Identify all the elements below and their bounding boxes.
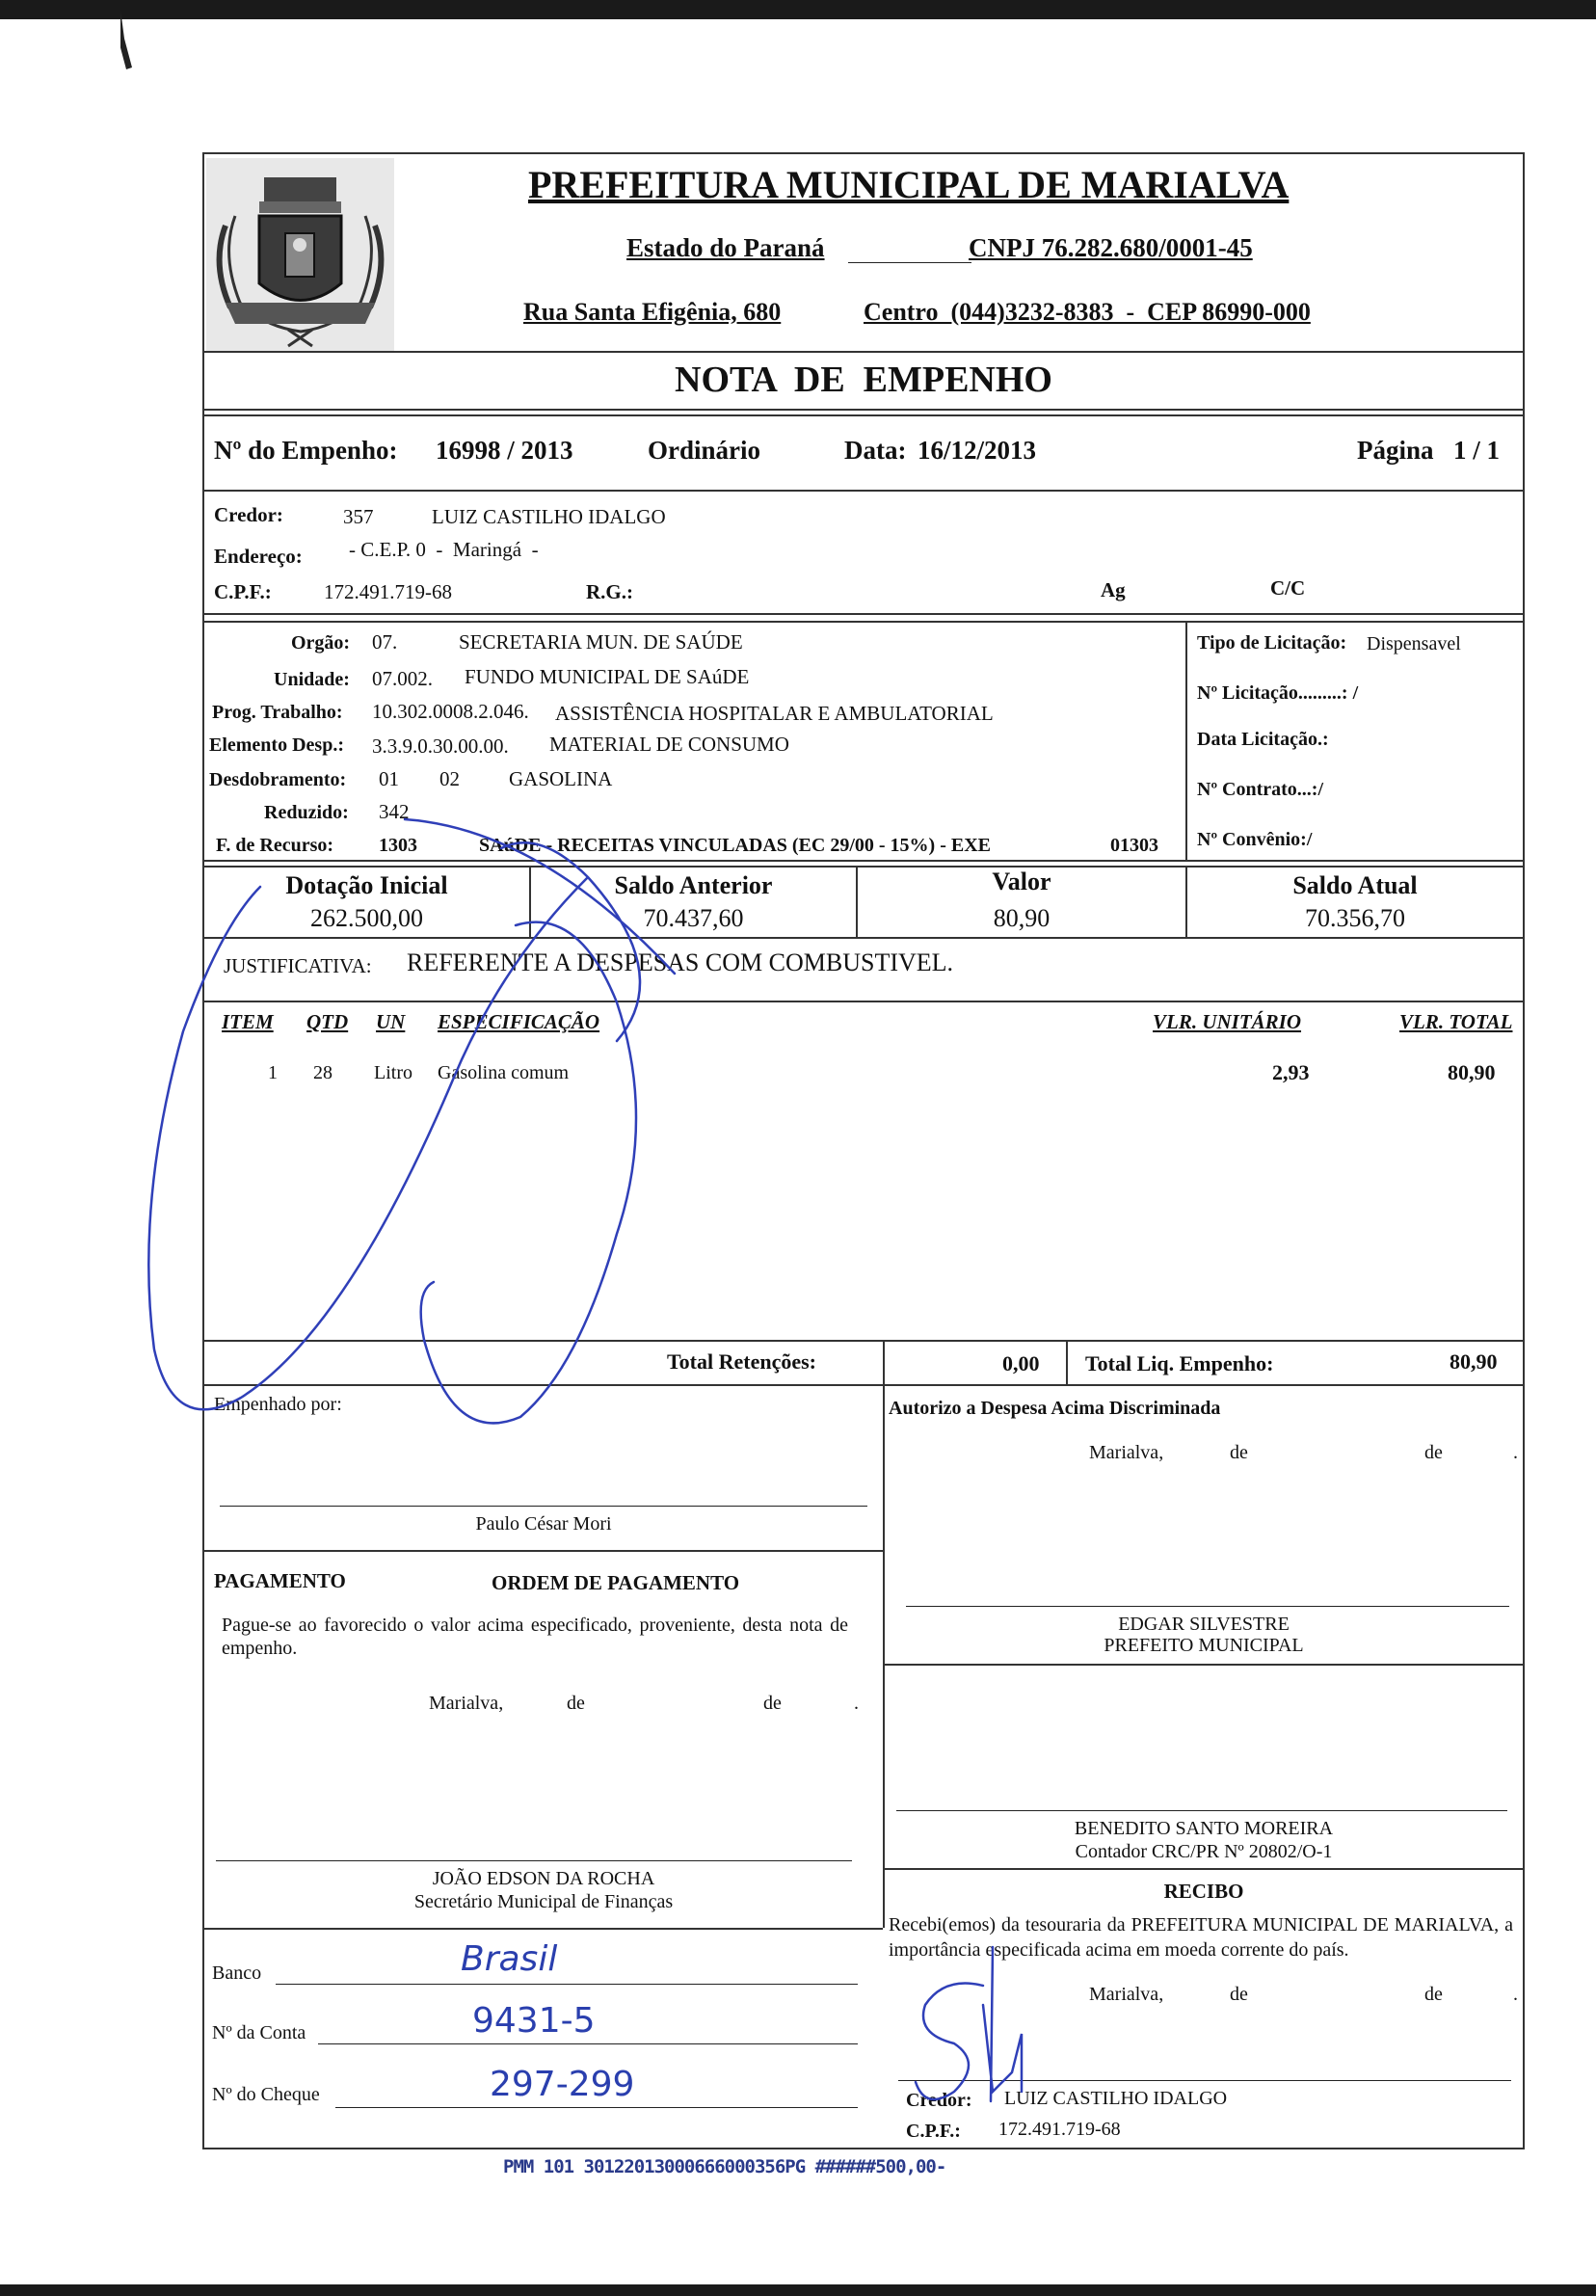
recibo-text: Recebi(emos) da tesouraria da PREFEITURA MUNICIPAL DE MARIALVA, a importância especificada acima em moeda corrente do país. bbox=[889, 1914, 1513, 1961]
banco-line bbox=[276, 1984, 858, 1985]
autorizo-de1: de bbox=[1230, 1442, 1248, 1463]
divider bbox=[202, 1928, 883, 1930]
unidade-code: 07.002. bbox=[372, 667, 433, 690]
saldo-anterior-value: 70.437,60 bbox=[643, 904, 744, 932]
date-value: 16/12/2013 bbox=[918, 436, 1037, 465]
ordem-pagamento-label: ORDEM DE PAGAMENTO bbox=[492, 1571, 740, 1594]
desdobramento-code1: 01 bbox=[379, 767, 399, 790]
col-spec-header: ESPECIFICAÇÃO bbox=[438, 1010, 600, 1033]
empenhado-label: Empenhado por: bbox=[214, 1394, 342, 1415]
cnpj-label: CNPJ 76.282.680/0001-45 bbox=[969, 233, 1253, 262]
unidade-value: FUNDO MUNICIPAL DE SAúDE bbox=[465, 665, 750, 688]
saldo-atual-label: Saldo Atual bbox=[1292, 871, 1418, 899]
recibo-cpf-label: C.P.F.: bbox=[906, 2121, 961, 2142]
cheque-line bbox=[335, 2107, 858, 2108]
conta-label: Nº da Conta bbox=[212, 2022, 306, 2043]
numero-convenio: Nº Convênio:/ bbox=[1197, 829, 1313, 850]
row-spec: Gasolina comum bbox=[438, 1062, 570, 1083]
prefeito-name: EDGAR SILVESTRE bbox=[1118, 1614, 1290, 1635]
divider bbox=[202, 613, 1525, 615]
row-qtd: 28 bbox=[313, 1062, 332, 1083]
empenho-type: Ordinário bbox=[648, 436, 761, 465]
divider bbox=[202, 409, 1525, 411]
pagamento-de1: de bbox=[567, 1693, 585, 1714]
row-total-value: 80,90 bbox=[1448, 1060, 1496, 1084]
valor-label: Valor bbox=[992, 868, 1051, 895]
divider bbox=[202, 490, 1525, 492]
contador-role: Contador CRC/PR Nº 20802/O-1 bbox=[1075, 1841, 1333, 1862]
orgao-code: 07. bbox=[372, 630, 398, 654]
dotacao-inicial-label: Dotação Inicial bbox=[285, 871, 448, 899]
scan-top-edge bbox=[0, 0, 1596, 19]
prefeito-role: PREFEITO MUNICIPAL bbox=[1104, 1635, 1304, 1656]
page-label: Página bbox=[1357, 436, 1434, 465]
divider bbox=[883, 1664, 1525, 1666]
pagamento-text: Pague-se ao favorecido o valor acima especificado, proveniente, desta nota de empenho. bbox=[222, 1615, 848, 1659]
page-number: 1 / 1 bbox=[1453, 436, 1501, 465]
justificativa-text: REFERENTE A DESPESAS COM COMBUSTIVEL. bbox=[407, 948, 954, 976]
municipality-title: PREFEITURA MUNICIPAL DE MARIALVA bbox=[528, 163, 1290, 206]
secretario-role: Secretário Municipal de Finanças bbox=[413, 1891, 674, 1912]
date-label: Data: bbox=[844, 436, 907, 465]
cpf-value: 172.491.719-68 bbox=[324, 580, 452, 603]
recibo-label: RECIBO bbox=[1163, 1880, 1244, 1903]
reduzido-value: 342 bbox=[379, 800, 410, 823]
cpf-label: C.P.F.: bbox=[214, 580, 272, 603]
divider bbox=[202, 1001, 1525, 1002]
row-unit-value: 2,93 bbox=[1272, 1060, 1310, 1084]
pagamento-label: PAGAMENTO bbox=[214, 1569, 346, 1592]
secretario-name: JOÃO EDSON DA ROCHA bbox=[432, 1868, 655, 1889]
numero-contrato: Nº Contrato...:/ bbox=[1197, 779, 1324, 800]
endereco-value: - C.E.P. 0 - Maringá - bbox=[349, 538, 539, 561]
valor-value: 80,90 bbox=[993, 904, 1051, 932]
state-label: Estado do Paraná bbox=[626, 233, 825, 262]
elemento-code: 3.3.9.0.30.00.00. bbox=[372, 734, 509, 758]
divider bbox=[202, 414, 1525, 416]
recibo-credor-label: Credor: bbox=[906, 2090, 972, 2111]
recibo-credor-name: LUIZ CASTILHO IDALGO bbox=[1004, 2088, 1228, 2109]
col-qtd-header: QTD bbox=[306, 1010, 349, 1033]
autorizo-dot: . bbox=[1513, 1442, 1518, 1463]
row-item: 1 bbox=[268, 1062, 278, 1083]
empenho-number-label: Nº do Empenho: bbox=[214, 436, 398, 465]
cheque-value-handwritten: 297-299 bbox=[490, 2065, 635, 2104]
fonte-recurso-code2: 01303 bbox=[1110, 835, 1158, 856]
prog-trabalho-value: ASSISTÊNCIA HOSPITALAR E AMBULATORIAL bbox=[555, 702, 994, 725]
pagamento-de2: de bbox=[763, 1693, 782, 1714]
conta-line bbox=[318, 2043, 858, 2044]
micr-code: PMM 101 30122013000666000356PG ######500,00- bbox=[503, 2156, 946, 2177]
dotacao-inicial-value: 262.500,00 bbox=[310, 904, 423, 932]
signature-line bbox=[216, 1860, 852, 1861]
unidade-label: Unidade: bbox=[274, 669, 350, 690]
signature-line bbox=[906, 1606, 1509, 1607]
signature-line bbox=[220, 1506, 867, 1507]
divider bbox=[202, 351, 1525, 353]
numero-licitacao: Nº Licitação.........: / bbox=[1197, 682, 1359, 704]
divider bbox=[202, 1384, 1525, 1386]
header-rule bbox=[848, 262, 971, 263]
orgao-label: Orgão: bbox=[291, 632, 351, 654]
elemento-label: Elemento Desp.: bbox=[209, 734, 344, 756]
data-licitacao: Data Licitação.: bbox=[1197, 729, 1329, 750]
col-item-header: ITEM bbox=[222, 1010, 274, 1033]
fonte-recurso-label: F. de Recurso: bbox=[216, 835, 334, 856]
desdobramento-value: GASOLINA bbox=[509, 767, 613, 790]
recibo-dot: . bbox=[1513, 1984, 1518, 2005]
divider bbox=[883, 1868, 1525, 1870]
tipo-licitacao-label: Tipo de Licitação: bbox=[1197, 632, 1347, 654]
recibo-cpf-value: 172.491.719-68 bbox=[998, 2119, 1121, 2140]
autorizo-city: Marialva, bbox=[1089, 1442, 1164, 1463]
agencia-label: Ag bbox=[1101, 578, 1126, 601]
empenho-number: 16998 / 2013 bbox=[436, 436, 573, 465]
liquido-value: 80,90 bbox=[1450, 1349, 1498, 1374]
scan-mark bbox=[120, 0, 188, 77]
autorizo-de2: de bbox=[1424, 1442, 1443, 1463]
col-total-value-header: VLR. TOTAL bbox=[1399, 1010, 1513, 1033]
coat-of-arms-logo bbox=[206, 158, 394, 351]
fonte-recurso-value: SAúDE - RECEITAS VINCULADAS (EC 29/00 - 15%) - EXE bbox=[479, 835, 991, 856]
divider bbox=[202, 621, 1525, 623]
justificativa-label: JUSTIFICATIVA: bbox=[224, 954, 372, 977]
recibo-city: Marialva, bbox=[1089, 1984, 1164, 2005]
divider bbox=[202, 937, 1525, 939]
signature-line bbox=[896, 1810, 1507, 1811]
fonte-recurso-code: 1303 bbox=[379, 835, 417, 856]
address-street: Rua Santa Efigênia, 680 bbox=[523, 298, 782, 326]
tipo-licitacao-value: Dispensavel bbox=[1367, 633, 1461, 654]
contador-name: BENEDITO SANTO MOREIRA bbox=[1074, 1818, 1334, 1839]
banco-value-handwritten: Brasil bbox=[461, 1939, 558, 1979]
divider bbox=[202, 860, 1525, 862]
saldo-anterior-label: Saldo Anterior bbox=[614, 871, 773, 899]
saldo-atual-value: 70.356,70 bbox=[1305, 904, 1405, 932]
divider bbox=[1185, 621, 1187, 860]
credor-label: Credor: bbox=[214, 503, 283, 526]
document-title: NOTA DE EMPENHO bbox=[675, 360, 1052, 400]
col-unit-value-header: VLR. UNITÁRIO bbox=[1153, 1010, 1302, 1033]
scan-bottom-edge bbox=[0, 2284, 1596, 2296]
prog-trabalho-code: 10.302.0008.2.046. bbox=[372, 700, 529, 723]
signature-line bbox=[898, 2080, 1511, 2081]
endereco-label: Endereço: bbox=[214, 545, 303, 568]
desdobramento-label: Desdobramento: bbox=[209, 769, 347, 790]
divider bbox=[1066, 1340, 1068, 1384]
divider bbox=[202, 1550, 883, 1552]
orgao-value: SECRETARIA MUN. DE SAÚDE bbox=[459, 630, 743, 654]
recibo-de1: de bbox=[1230, 1984, 1248, 2005]
credor-name: LUIZ CASTILHO IDALGO bbox=[432, 505, 666, 528]
cheque-label: Nº do Cheque bbox=[212, 2084, 320, 2105]
liquido-label: Total Liq. Empenho: bbox=[1085, 1351, 1274, 1375]
elemento-value: MATERIAL DE CONSUMO bbox=[549, 733, 789, 756]
credor-code: 357 bbox=[343, 505, 374, 528]
reduzido-label: Reduzido: bbox=[264, 802, 349, 823]
retencoes-label: Total Retenções: bbox=[667, 1349, 816, 1374]
divider bbox=[202, 1340, 1525, 1342]
conta-corrente-label: C/C bbox=[1270, 576, 1306, 600]
empenhado-name: Paulo César Mori bbox=[475, 1513, 612, 1535]
retencoes-value: 0,00 bbox=[1002, 1351, 1040, 1375]
conta-value-handwritten: 9431-5 bbox=[472, 2001, 596, 2041]
row-un: Litro bbox=[374, 1062, 412, 1083]
desdobramento-code2: 02 bbox=[439, 767, 460, 790]
recibo-de2: de bbox=[1424, 1984, 1443, 2005]
address-contact: Centro (044)3232-8383 - CEP 86990-000 bbox=[864, 298, 1311, 326]
col-un-header: UN bbox=[376, 1010, 406, 1033]
autorizo-label: Autorizo a Despesa Acima Discriminada bbox=[889, 1398, 1221, 1419]
rg-label: R.G.: bbox=[586, 580, 633, 603]
pagamento-city: Marialva, bbox=[429, 1693, 504, 1714]
pagamento-dot: . bbox=[854, 1693, 859, 1714]
banco-label: Banco bbox=[212, 1962, 262, 1984]
prog-trabalho-label: Prog. Trabalho: bbox=[212, 702, 343, 723]
